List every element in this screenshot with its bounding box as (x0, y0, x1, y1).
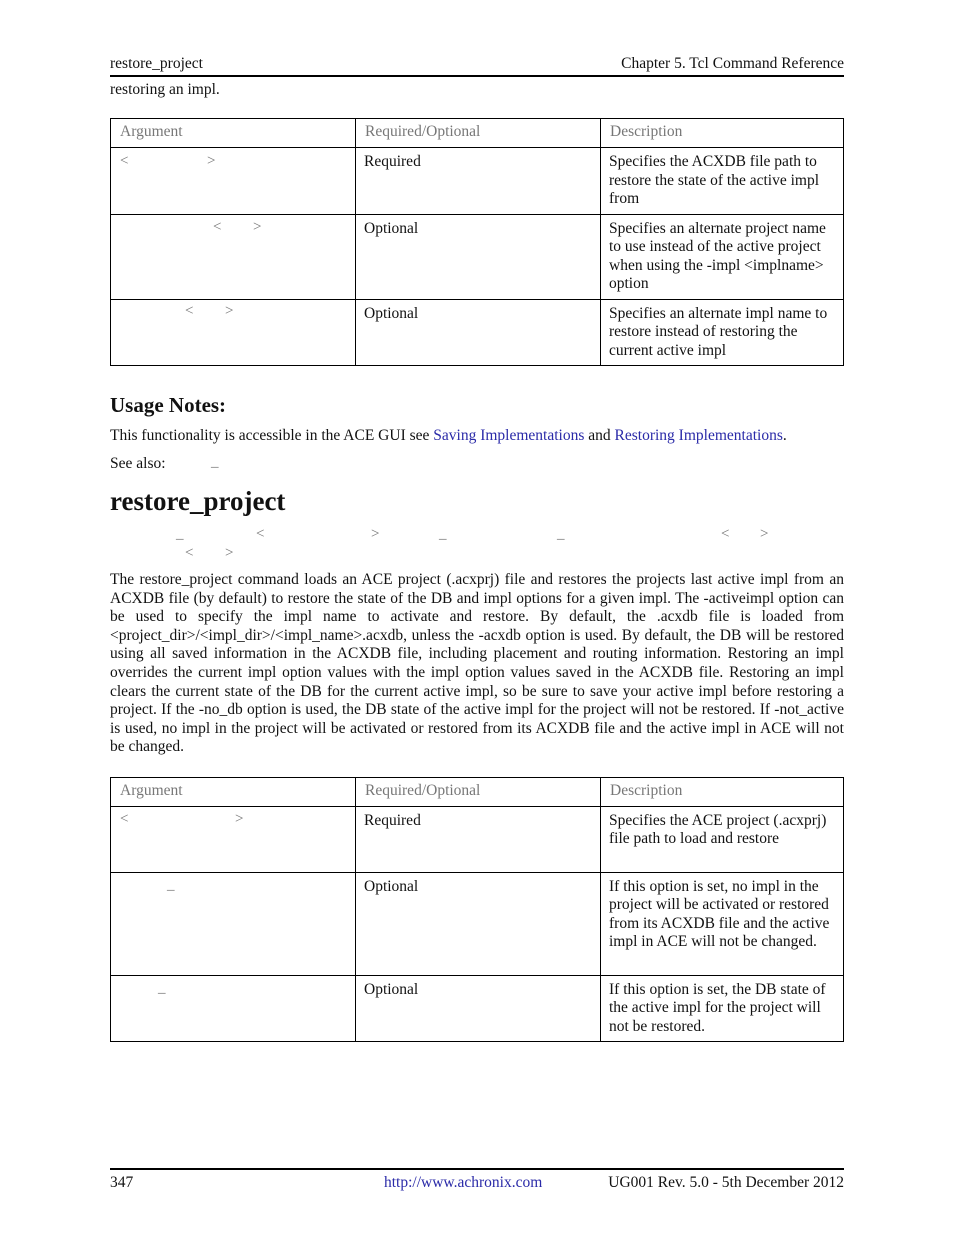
page-number: 347 (110, 1174, 134, 1191)
required-cell: Optional (356, 872, 601, 975)
required-cell: Optional (356, 299, 601, 366)
usage-notes-heading: Usage Notes: (110, 393, 227, 417)
col-header: Description (601, 778, 844, 807)
gt-symbol: > (207, 153, 216, 169)
restoring-implementations-link[interactable]: Restoring Implementations (614, 427, 783, 444)
usage-notes-text: This functionality is accessible in the ACE GUI see Saving Implementations and Restoring Implementations. (110, 427, 787, 444)
table-row (111, 975, 844, 1042)
description-cell: Specifies an alternate impl name to restore instead of restoring the current active impl (601, 299, 844, 366)
table-row (111, 148, 844, 215)
description-cell: Specifies an alternate project name to use instead of the active project when using the -impl <implname> option (601, 214, 844, 299)
col-header: Argument (111, 119, 356, 148)
required-cell: Required (356, 806, 601, 872)
description-cell: If this option is set, no impl in the project will be activated or restored from its ACXDB file and the active impl in ACE will not be changed. (601, 872, 844, 975)
col-header: Required/Optional (356, 778, 601, 807)
gt-symbol: > (235, 811, 244, 827)
table-row (111, 806, 844, 872)
section-title: restore_project (110, 486, 286, 516)
lt-symbol: < (120, 811, 129, 827)
gt-symbol: > (371, 526, 380, 542)
underscore-symbol: _ (211, 454, 219, 470)
underscore-symbol: _ (557, 526, 565, 542)
website-link[interactable]: http://www.achronix.com (384, 1174, 543, 1191)
lt-symbol: < (120, 153, 129, 169)
col-header: Description (601, 119, 844, 148)
underscore-symbol: _ (176, 526, 184, 542)
document-revision: UG001 Rev. 5.0 - 5th December 2012 (608, 1174, 844, 1191)
underscore-symbol: _ (439, 526, 447, 542)
description-cell: If this option is set, the DB state of the active impl for the project will not be restored. (601, 975, 844, 1042)
description-cell: Specifies the ACXDB file path to restore the state of the active impl from (601, 148, 844, 215)
table-row (111, 872, 844, 975)
see-also-label: See also: (110, 455, 166, 472)
col-header: Required/Optional (356, 119, 601, 148)
arguments-table-1 (110, 118, 844, 366)
col-header: Argument (111, 778, 356, 807)
saving-implementations-link[interactable]: Saving Implementations (433, 427, 585, 444)
required-cell: Optional (356, 975, 601, 1042)
required-cell: Optional (356, 214, 601, 299)
lt-symbol: < (721, 526, 730, 542)
underscore-symbol: _ (158, 980, 166, 996)
header-rule (110, 75, 844, 77)
lt-symbol: < (185, 545, 194, 561)
lt-symbol: < (256, 526, 265, 542)
running-header-left: restore_project (110, 55, 203, 72)
gt-symbol: > (225, 545, 234, 561)
intro-line: restoring an impl. (110, 81, 220, 98)
gt-symbol: > (225, 303, 234, 319)
running-header-right: Chapter 5. Tcl Command Reference (621, 55, 844, 72)
lt-symbol: < (185, 303, 194, 319)
footer-rule (110, 1168, 844, 1170)
command-description: The restore_project command loads an ACE project (.acxprj) file and restores the projects last active impl from an ACXDB file (by default) to restore the state of the DB and impl options for a given impl. The -activeimpl option can be used to specify the impl name to activate and restore. By default, the .acxdb file is loaded from <project_dir>/<impl_dir>/<impl_name>.acxdb, unless the -acxdb option is used. By default, the DB will be restored using all saved information in the ACXDB file, including placement and routing information. Restoring an impl overrides the current impl option values with the impl option values saved in the ACXDB file. Restoring an impl clears the current state of the DB for the current active impl, so be sure to save your active impl before restoring a project. If the -no_db option is used, the DB state of the active impl for the project will not be restored. If -not_active is used, no impl in the project will be activated or restored from its ACXDB file and the active impl in ACE will not be changed. (110, 571, 844, 756)
underscore-symbol: _ (167, 877, 175, 893)
required-cell: Required (356, 148, 601, 215)
gt-symbol: > (760, 526, 769, 542)
table-row (111, 299, 844, 366)
arguments-table-2 (110, 777, 844, 1042)
gt-symbol: > (253, 219, 262, 235)
description-cell: Specifies the ACE project (.acxprj) file path to load and restore (601, 806, 844, 872)
lt-symbol: < (213, 219, 222, 235)
